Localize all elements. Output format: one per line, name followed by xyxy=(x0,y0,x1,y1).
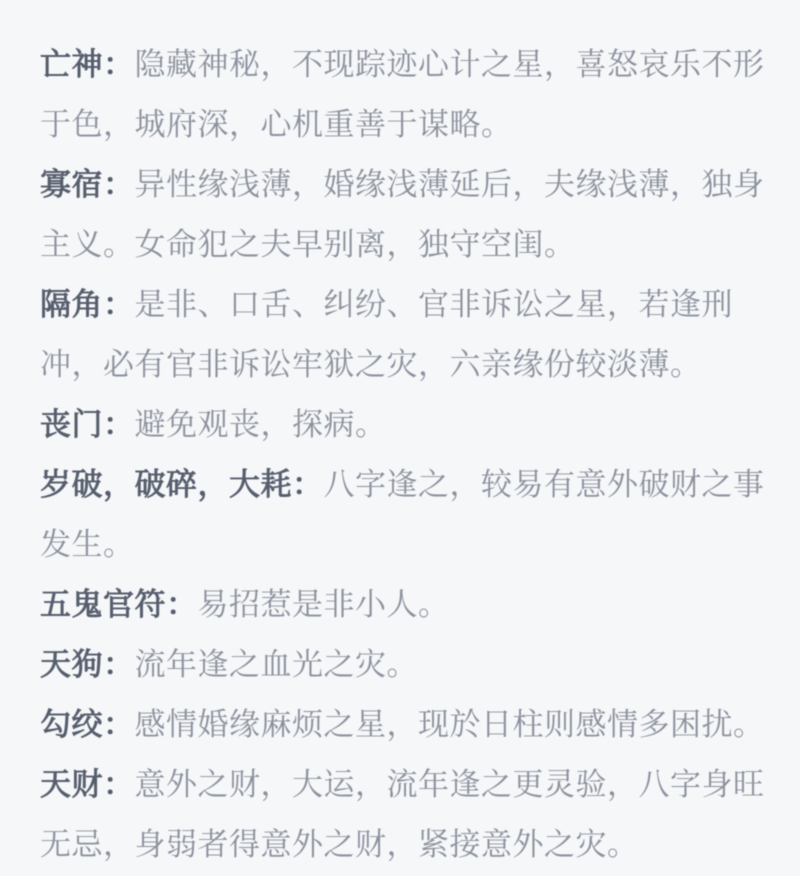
term-label: 天财： xyxy=(40,767,135,802)
paragraph-line xyxy=(40,335,770,395)
line-text: 避免观丧，探病。 xyxy=(134,407,387,442)
paragraph-wu-gui-guan-fu xyxy=(40,575,770,635)
line-text: 于色，城府深，心机重善于谋略。 xyxy=(40,107,513,142)
paragraph-line xyxy=(40,695,770,755)
paragraph-gou-jiao xyxy=(40,695,770,755)
paragraph-line xyxy=(40,155,770,215)
line-text: 易招惹是非小人。 xyxy=(197,587,450,622)
term-label: 丧门： xyxy=(40,407,135,442)
paragraph-wang-shen xyxy=(40,35,770,155)
paragraph-sang-men xyxy=(40,395,770,455)
paragraph-tian-cai xyxy=(40,755,770,875)
paragraph-line xyxy=(40,455,770,515)
paragraph-tian-gou xyxy=(40,635,770,695)
paragraph-line xyxy=(40,635,770,695)
line-text: 无忌，身弱者得意外之财，紧接意外之灾。 xyxy=(40,827,639,862)
term-label: 岁破，破碎，大耗： xyxy=(40,467,324,502)
line-text: 隐藏神秘，不现踪迹心计之星，喜怒哀乐不形 xyxy=(134,47,765,82)
line-text: 意外之财，大运，流年逢之更灵验，八字身旺 xyxy=(134,767,765,802)
paragraph-line xyxy=(40,575,770,635)
paragraph-line xyxy=(40,95,770,155)
line-text: 流年逢之血光之灾。 xyxy=(134,647,418,682)
paragraph-sui-po-po-sui-da-hao xyxy=(40,455,770,575)
line-text: 八字逢之，较易有意外破财之事 xyxy=(323,467,765,502)
term-label: 勾绞： xyxy=(40,707,135,742)
paragraph-line xyxy=(40,755,770,815)
paragraph-line xyxy=(40,815,770,875)
term-label: 隔角： xyxy=(40,287,135,322)
term-label: 亡神： xyxy=(40,47,135,82)
paragraph-gua-su xyxy=(40,155,770,275)
line-text: 异性缘浅薄，婚缘浅薄延后，夫缘浅薄，独身 xyxy=(134,167,765,202)
line-text: 是非、口舌、纠纷、官非诉讼之星，若逢刑 xyxy=(134,287,733,322)
paragraph-ge-jiao xyxy=(40,275,770,395)
paragraph-line xyxy=(40,35,770,95)
line-text: 发生。 xyxy=(40,527,135,562)
line-text: 感情婚缘麻烦之星，现於日柱则感情多困扰。 xyxy=(134,707,765,742)
paragraph-line xyxy=(40,515,770,575)
term-label: 寡宿： xyxy=(40,167,135,202)
term-label: 五鬼官符： xyxy=(40,587,198,622)
paragraph-line xyxy=(40,395,770,455)
paragraph-line xyxy=(40,215,770,275)
paragraph-line xyxy=(40,275,770,335)
line-text: 冲，必有官非诉讼牢狱之灾，六亲缘份较淡薄。 xyxy=(40,347,702,382)
term-label: 天狗： xyxy=(40,647,135,682)
line-text: 主义。女命犯之夫早别离，独守空闺。 xyxy=(40,227,576,262)
